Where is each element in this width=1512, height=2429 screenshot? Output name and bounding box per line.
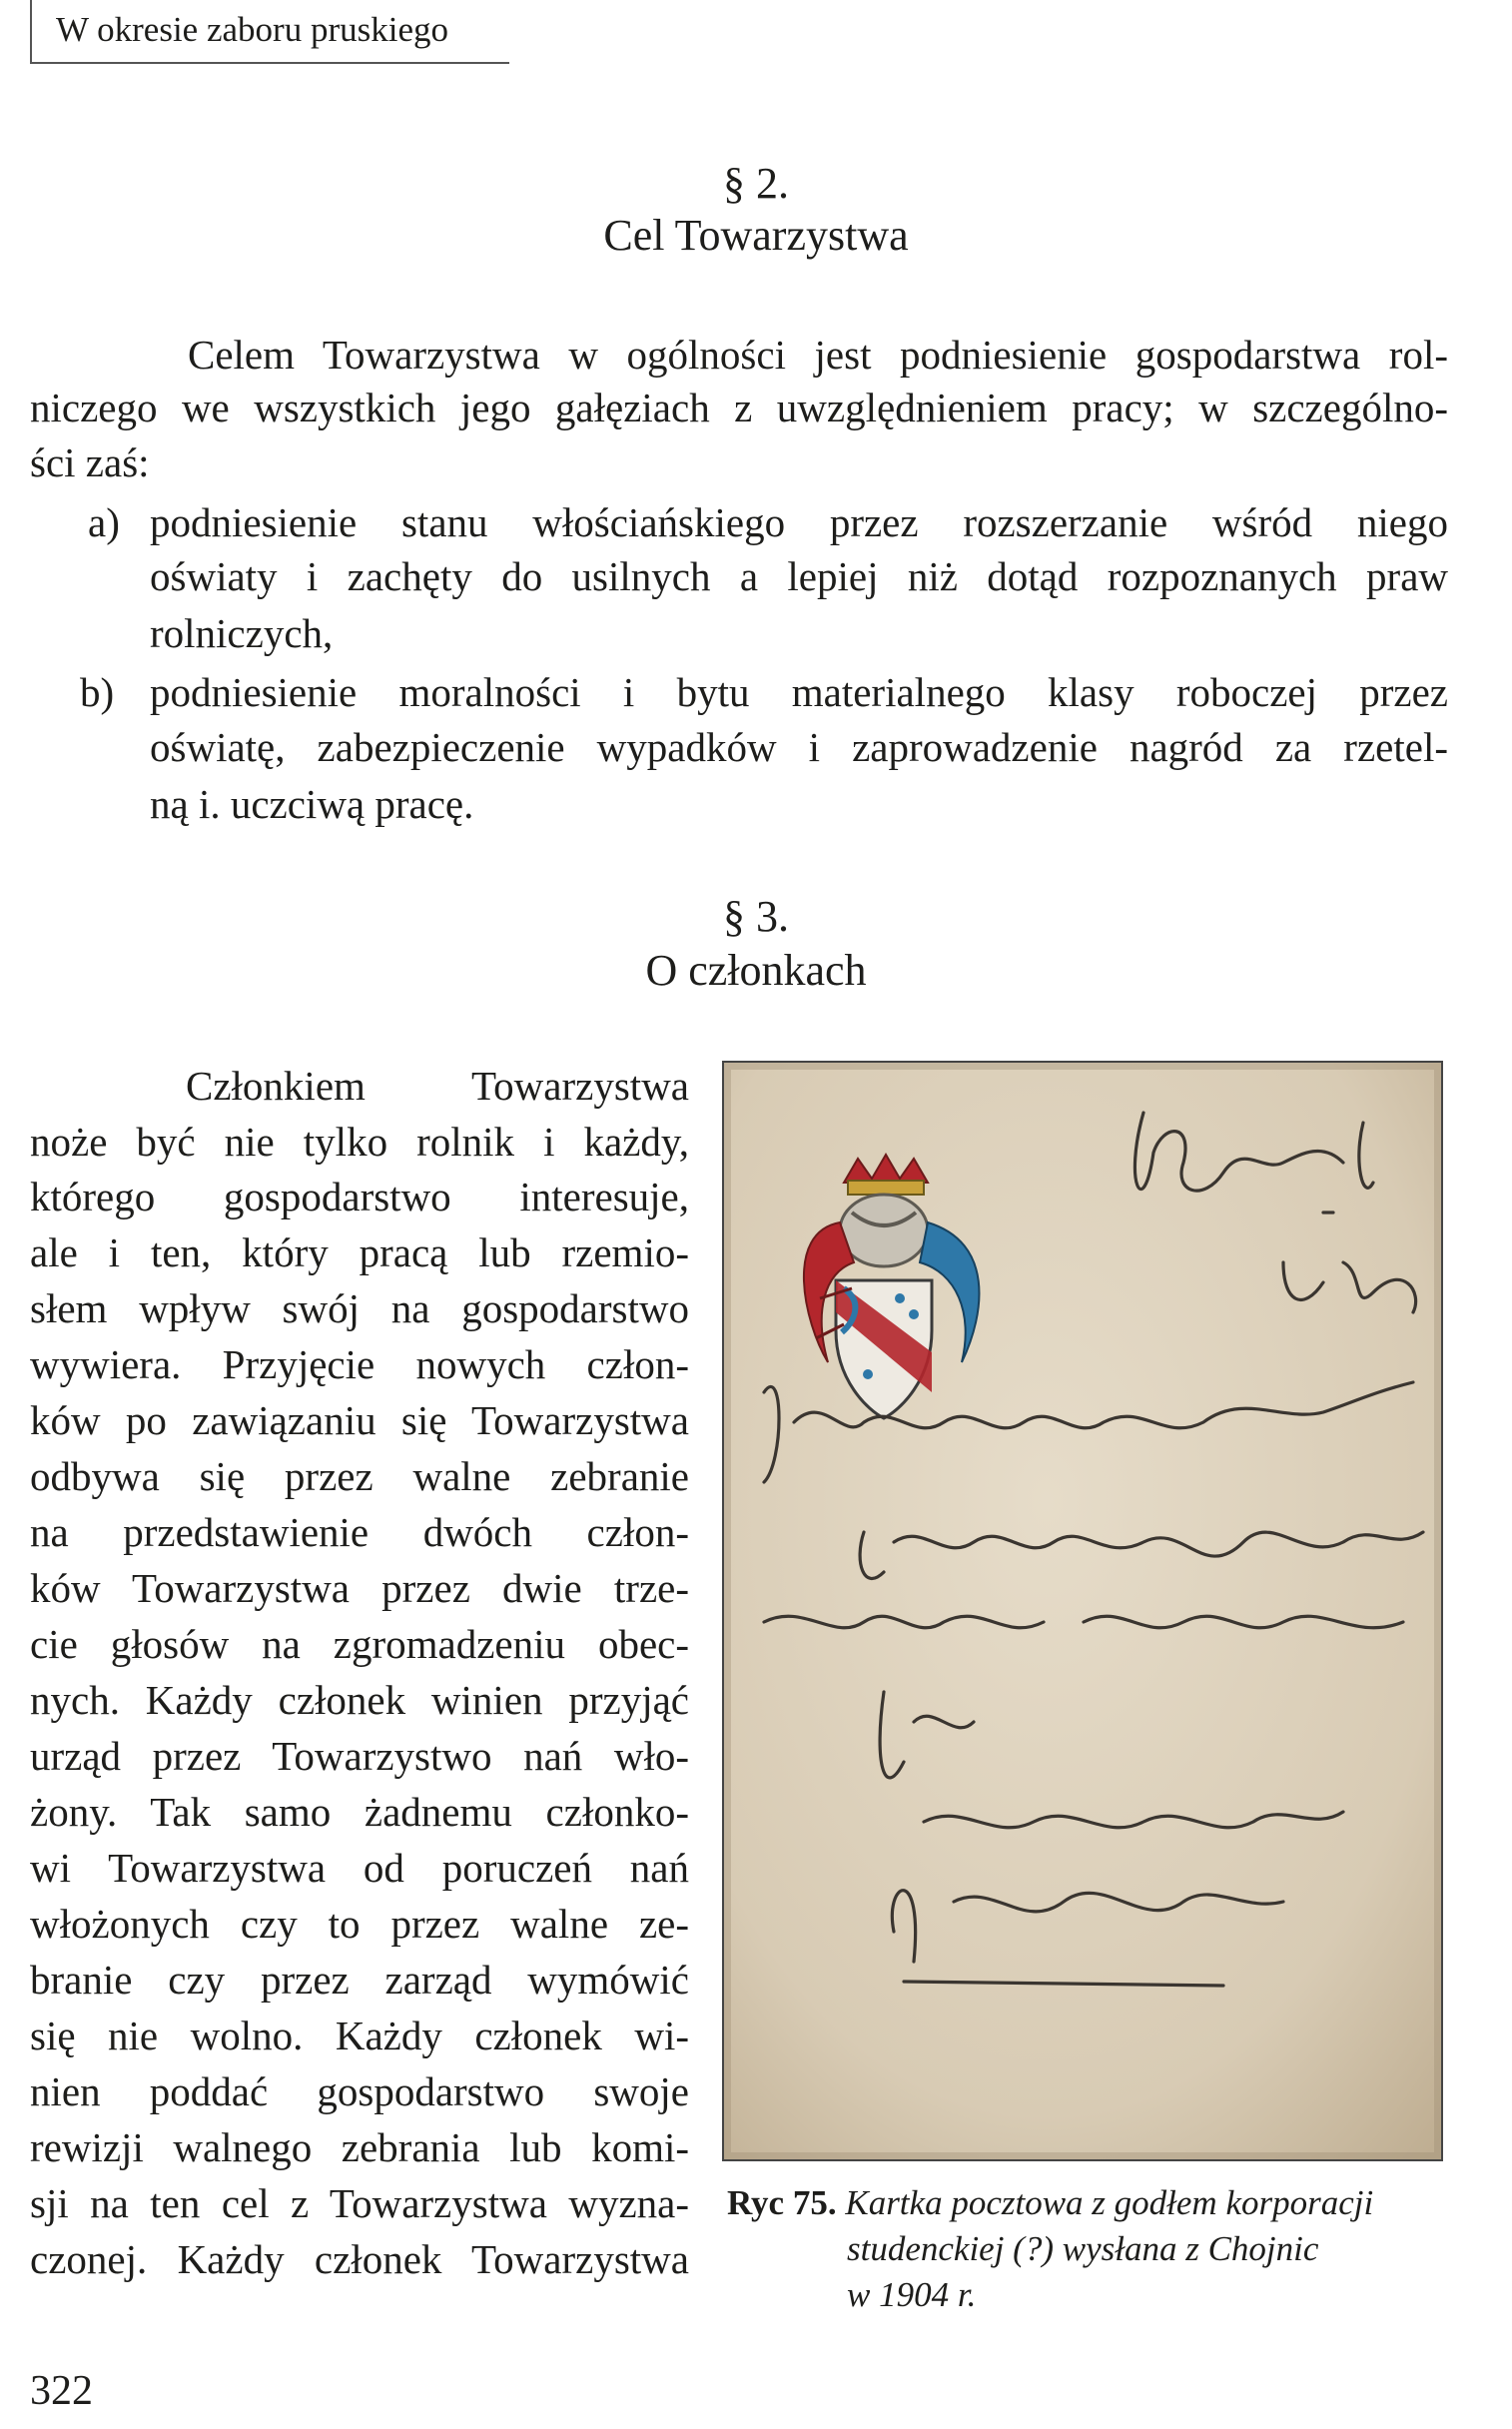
section-2-paragraph-line: niczego we wszystkich jego gałęziach z uwzględnieniem pracy; w szczególno-: [30, 385, 1448, 430]
figure-caption-line: studenckiej (?) wysłana z Chojnic: [847, 2229, 1319, 2268]
figure-caption-text: Kartka pocztowa z godłem korporacji: [845, 2183, 1374, 2222]
item-b-line: oświatę, zabezpieczenie wypadków i zaprowadzenie nagród za rzetel-: [150, 724, 1448, 770]
section-2-paragraph-line: Celem Towarzystwa w ogólności jest podniesienie gospodarstwa rol-: [188, 332, 1448, 378]
section-3-line: wi Towarzystwa od poruczeń nań: [30, 1845, 689, 1891]
figure-caption-line: w 1904 r.: [847, 2275, 977, 2314]
section-3-line: na przedstawienie dwóch człon-: [30, 1509, 689, 1555]
section-3-line: żony. Tak samo żadnemu członko-: [30, 1789, 689, 1835]
item-a-line: oświaty i zachęty do usilnych a lepiej niż dotąd rozpoznanych praw: [150, 553, 1448, 599]
section-3-line: cie głosów na zgromadzeniu obec-: [30, 1621, 689, 1667]
section-3-line: się nie wolno. Każdy członek wi-: [30, 2013, 689, 2058]
section-3-line: odbywa się przez walne zebranie: [30, 1453, 689, 1499]
section-3-line: nych. Każdy członek winien przyjąć: [30, 1677, 689, 1723]
figure-caption-label: Ryc 75.: [727, 2183, 837, 2222]
section-2-title: Cel Towarzystwa: [603, 211, 909, 260]
section-3-line: ale i ten, który pracą lub rzemio-: [30, 1229, 689, 1275]
page-number: 322: [30, 2368, 93, 2414]
section-3-line: noże być nie tylko rolnik i każdy,: [30, 1119, 689, 1165]
section-3-line: rewizji walnego zebrania lub komi-: [30, 2124, 689, 2170]
section-3-line: czonej. Każdy członek Towarzystwa: [30, 2236, 689, 2282]
section-3-title: O członkach: [645, 946, 867, 995]
section-3-line: włożonych czy to przez walne ze-: [30, 1901, 689, 1947]
item-b-marker: b): [80, 669, 115, 715]
section-3-number: § 3.: [723, 892, 789, 941]
section-3-line: wywiera. Przyjęcie nowych człon-: [30, 1341, 689, 1387]
section-3-line: branie czy przez zarząd wymówić: [30, 1957, 689, 2003]
item-a-marker: a): [88, 499, 120, 545]
section-3-line: którego gospodarstwo interesuje,: [30, 1174, 689, 1219]
figure-caption-line: [727, 2183, 1373, 2223]
section-2-paragraph-line: ści zaś:: [30, 439, 150, 485]
section-3-line: słem wpływ swój na gospodarstwo: [30, 1285, 689, 1331]
section-3-line: sji na ten cel z Towarzystwa wyzna-: [30, 2180, 689, 2226]
section-2-number: § 2.: [723, 159, 789, 208]
running-head-text: W okresie zaboru pruskiego: [56, 10, 448, 49]
item-a-line: podniesienie stanu włościańskiego przez rozszerzanie wśród niego: [150, 499, 1448, 545]
section-3-line: ków Towarzystwa przez dwie trze-: [30, 1565, 689, 1611]
item-a-line: rolniczych,: [150, 610, 334, 656]
section-3-line: Członkiem Towarzystwa: [186, 1063, 689, 1109]
section-3-line: urząd przez Towarzystwo nań wło-: [30, 1733, 689, 1779]
section-3-line: nien poddać gospodarstwo swoje: [30, 2068, 689, 2114]
postcard-photo: [722, 1061, 1443, 2161]
section-3-line: ków po zawiązaniu się Towarzystwa: [30, 1397, 689, 1443]
item-b-line: ną i. uczciwą pracę.: [150, 781, 474, 827]
running-head: [30, 0, 509, 64]
item-b-line: podniesienie moralności i bytu materialnego klasy roboczej przez: [150, 669, 1448, 715]
